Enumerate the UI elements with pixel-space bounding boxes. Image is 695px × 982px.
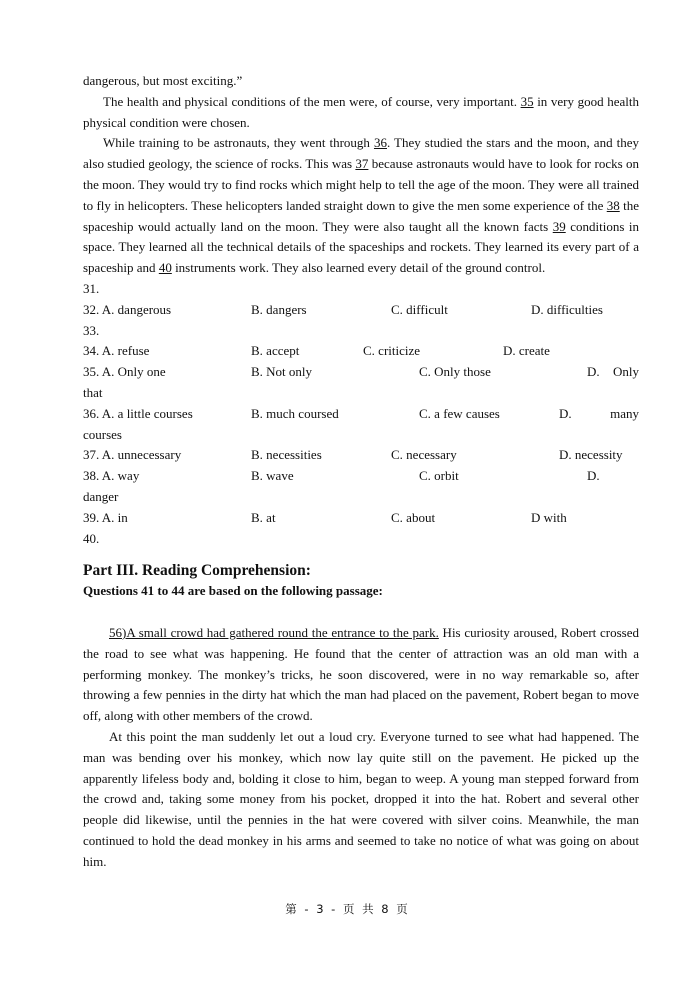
option-a: 35. A. Only one	[83, 364, 166, 380]
option-a: 38. A. way	[83, 468, 140, 484]
blank-36: 36	[373, 135, 387, 151]
option-b: B. much coursed	[251, 405, 339, 421]
option-d: D. difficulties	[531, 301, 603, 317]
option-d: D.	[559, 405, 572, 421]
option-b: B. at	[251, 509, 276, 525]
passage-paragraph	[83, 133, 639, 279]
question-32	[83, 300, 639, 321]
blank-40: 40	[158, 260, 172, 276]
option-d: D. create	[503, 343, 550, 359]
text-run: . They studied the stars and the moon, and they also studied geology, the science of rocks. This was	[83, 135, 639, 172]
option-c: C. criticize	[363, 343, 421, 359]
option-a: 36. A. a little courses	[83, 405, 193, 421]
question-36	[83, 404, 639, 425]
question-31	[83, 279, 639, 300]
passage-line: dangerous, but most exciting.”	[83, 73, 243, 88]
text-run: in very good health physical condition were chosen.	[83, 93, 639, 130]
question-number: 40.	[83, 530, 100, 546]
text-run: The health and physical conditions of the men were, of course, very important.	[103, 93, 521, 109]
option-d-text: danger	[83, 488, 119, 504]
question-35-wrap	[83, 383, 639, 404]
blank-38: 38	[606, 197, 620, 213]
option-b: B. dangers	[251, 301, 307, 317]
text-run: While training to be astronauts, they went through	[103, 135, 374, 151]
option-b: B. Not only	[251, 364, 313, 380]
option-d: D. necessity	[559, 447, 623, 463]
option-c: C. necessary	[391, 447, 457, 463]
spacer	[83, 602, 639, 623]
option-d-text: many	[610, 405, 639, 421]
section-heading: Part III. Reading Comprehension:	[83, 562, 311, 580]
section-subheading: Questions 41 to 44 are based on the following passage:	[83, 583, 383, 599]
option-a: 39. A. in	[83, 509, 128, 525]
blank-37: 37	[355, 156, 369, 172]
question-38	[83, 466, 639, 487]
option-d: D.	[587, 364, 600, 380]
option-b: B. accept	[251, 343, 300, 359]
option-b: B. necessities	[251, 447, 322, 463]
question-list	[83, 279, 639, 549]
text-run: conditions in space. They learned all the technical details of the spaceships and rockets. They learned its every part of a spaceship and	[83, 218, 639, 276]
option-c: C. Only those	[419, 364, 491, 380]
question-35	[83, 362, 639, 383]
reading-paragraph: At this point the man suddenly let out a loud cry. Everyone turned to see what had happened. The man was bending over his monkey, which now lay quite still on the pavement. He picked up the apparently lifeless body and, bolding it close to him, began to weep. A young man stepped forward from the crowd and, taking some money from his pocket, dropped it into the hat. Robert and several other people did likewise, until the pennies in the hat were covered with silver coins. Meanwhile, the man continued to hold the dead monkey in his arms and seemed to take no notice of what was going on about him.	[83, 728, 639, 869]
question-38-wrap	[83, 487, 639, 508]
option-a: 37. A. unnecessary	[83, 447, 182, 463]
option-a: 32. A. dangerous	[83, 301, 172, 317]
option-d: D.	[587, 468, 600, 484]
reading-paragraph	[83, 623, 639, 727]
question-39	[83, 508, 639, 529]
question-40	[83, 529, 639, 550]
option-a: 34. A. refuse	[83, 343, 150, 359]
question-number: 31.	[83, 280, 100, 296]
question-34	[83, 341, 639, 362]
text-run: instruments work. They also learned every detail of the ground control.	[171, 260, 546, 276]
underlined-sentence: 56)A small crowd had gathered round the entrance to the park.	[109, 624, 439, 640]
question-36-wrap	[83, 425, 639, 446]
option-c: C. about	[391, 509, 436, 525]
blank-39: 39	[552, 218, 566, 234]
option-c: C. difficult	[391, 301, 448, 317]
question-33	[83, 321, 639, 342]
text-run: His curiosity aroused, Robert crossed the road to see what was happening. He found that the center of attraction was an old man with a performing monkey. The monkey’s tricks, he soon discovered, were in no way remarkable so, after throwing a few pennies in the dirty hat which the man had placed on the pavement, Robert began to move off, along with other members of the crowd.	[83, 624, 639, 724]
option-c: C. orbit	[419, 468, 459, 484]
question-number: 33.	[83, 322, 100, 338]
passage-paragraph	[83, 92, 639, 134]
page-content	[83, 71, 639, 872]
blank-35: 35	[520, 93, 534, 109]
text-run: because astronauts would have to look for rocks on the moon. They would try to find rocks which might help to tell the age of the moon. They were all trained to fly in helicopters. These helicopters landed straight down to give the men some experience of the	[83, 156, 639, 213]
option-d-text: courses	[83, 426, 122, 442]
question-37	[83, 445, 639, 466]
option-d: D with	[531, 509, 567, 525]
page-footer: 第 - 3 - 页 共 8 页	[285, 902, 410, 916]
option-d-text: that	[83, 384, 103, 400]
text-run: the spaceship would actually land on the moon. They were also taught all the known facts	[83, 197, 639, 234]
option-b: B. wave	[251, 468, 294, 484]
option-c: C. a few causes	[419, 405, 500, 421]
option-d-text: Only	[613, 364, 639, 380]
